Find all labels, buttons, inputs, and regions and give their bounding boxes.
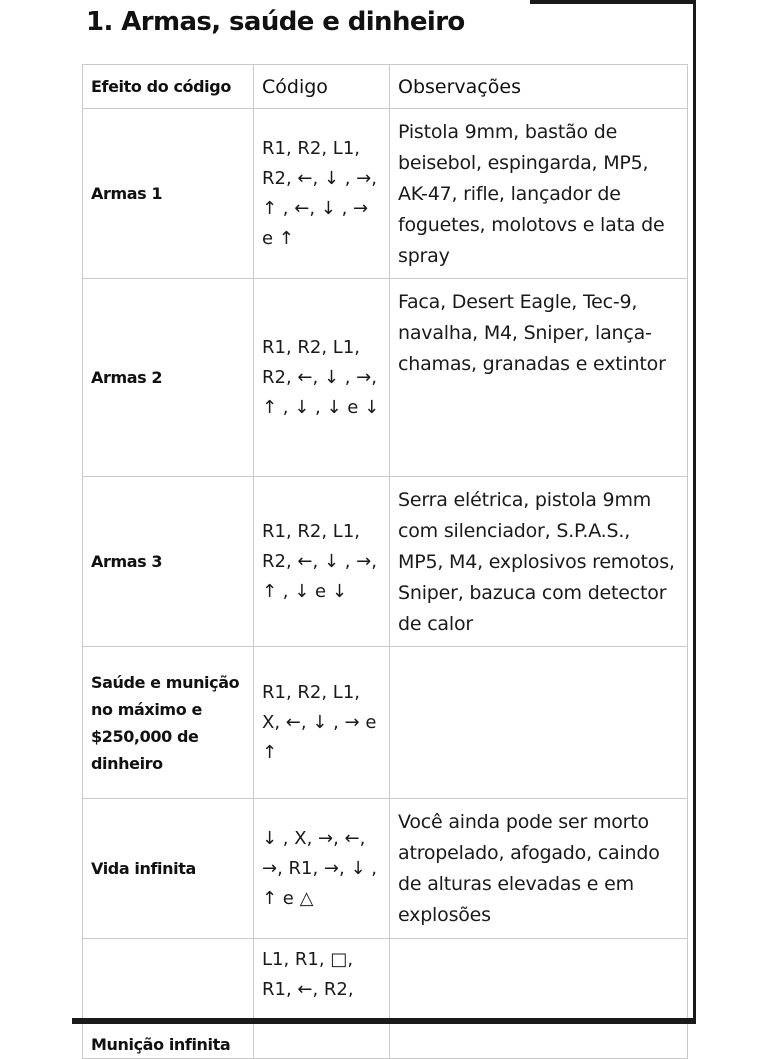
table-row: [83, 647, 688, 799]
cell-notes: [390, 647, 688, 799]
table-row: [83, 279, 688, 477]
cell-effect: Armas 3: [83, 477, 254, 647]
cell-code: R1, R2, L1, R2, ←, ↓ , →, ↑ , ←, ↓ , → e ↑: [254, 109, 390, 279]
cell-notes: Faca, Desert Eagle, Tec-9, navalha, M4, Sniper, lança-chamas, granadas e extintor: [390, 279, 688, 477]
cell-notes: Pistola 9mm, bastão de beisebol, espingarda, MP5, AK-47, rifle, lançador de foguetes, molotovs e lata de spray: [390, 109, 688, 279]
cell-effect: Vida infinita: [83, 799, 254, 939]
cell-code: R1, R2, L1, R2, ←, ↓ , →, ↑ , ↓ e ↓: [254, 477, 390, 647]
cell-notes: Você ainda pode ser morto atropelado, afogado, caindo de alturas elevadas e em explosões: [390, 799, 688, 939]
top-edge-mark: [530, 0, 696, 4]
header-notes: Observações: [390, 65, 688, 109]
page-right-edge: [693, 0, 696, 1024]
header-effect: Efeito do código: [83, 65, 254, 109]
cell-effect: Munição infinita: [83, 939, 254, 1059]
table-row: [83, 109, 688, 279]
page-bottom-edge: [72, 1018, 696, 1024]
cell-code: R1, R2, L1, X, ←, ↓ , → e ↑: [254, 647, 390, 799]
section-title: 1. Armas, saúde e dinheiro: [86, 7, 465, 37]
table-header-row: [83, 65, 688, 109]
table-row: [83, 939, 688, 1059]
cell-notes: Serra elétrica, pistola 9mm com silenciador, S.P.A.S., MP5, M4, explosivos remotos, Sniper, bazuca com detector de calor: [390, 477, 688, 647]
table-row: [83, 477, 688, 647]
cell-notes: [390, 939, 688, 1059]
cell-effect: Armas 2: [83, 279, 254, 477]
cell-code: L1, R1, □, R1, ←, R2,: [254, 939, 390, 1059]
table-row: [83, 799, 688, 939]
cheat-codes-table: [82, 64, 688, 1059]
cell-code: ↓ , X, →, ←, →, R1, →, ↓ , ↑ e △: [254, 799, 390, 939]
header-code: Código: [254, 65, 390, 109]
cell-effect: Armas 1: [83, 109, 254, 279]
cell-code: R1, R2, L1, R2, ←, ↓ , →, ↑ , ↓ , ↓ e ↓: [254, 279, 390, 477]
cell-effect: Saúde e munição no máximo e $250,000 de dinheiro: [83, 647, 254, 799]
